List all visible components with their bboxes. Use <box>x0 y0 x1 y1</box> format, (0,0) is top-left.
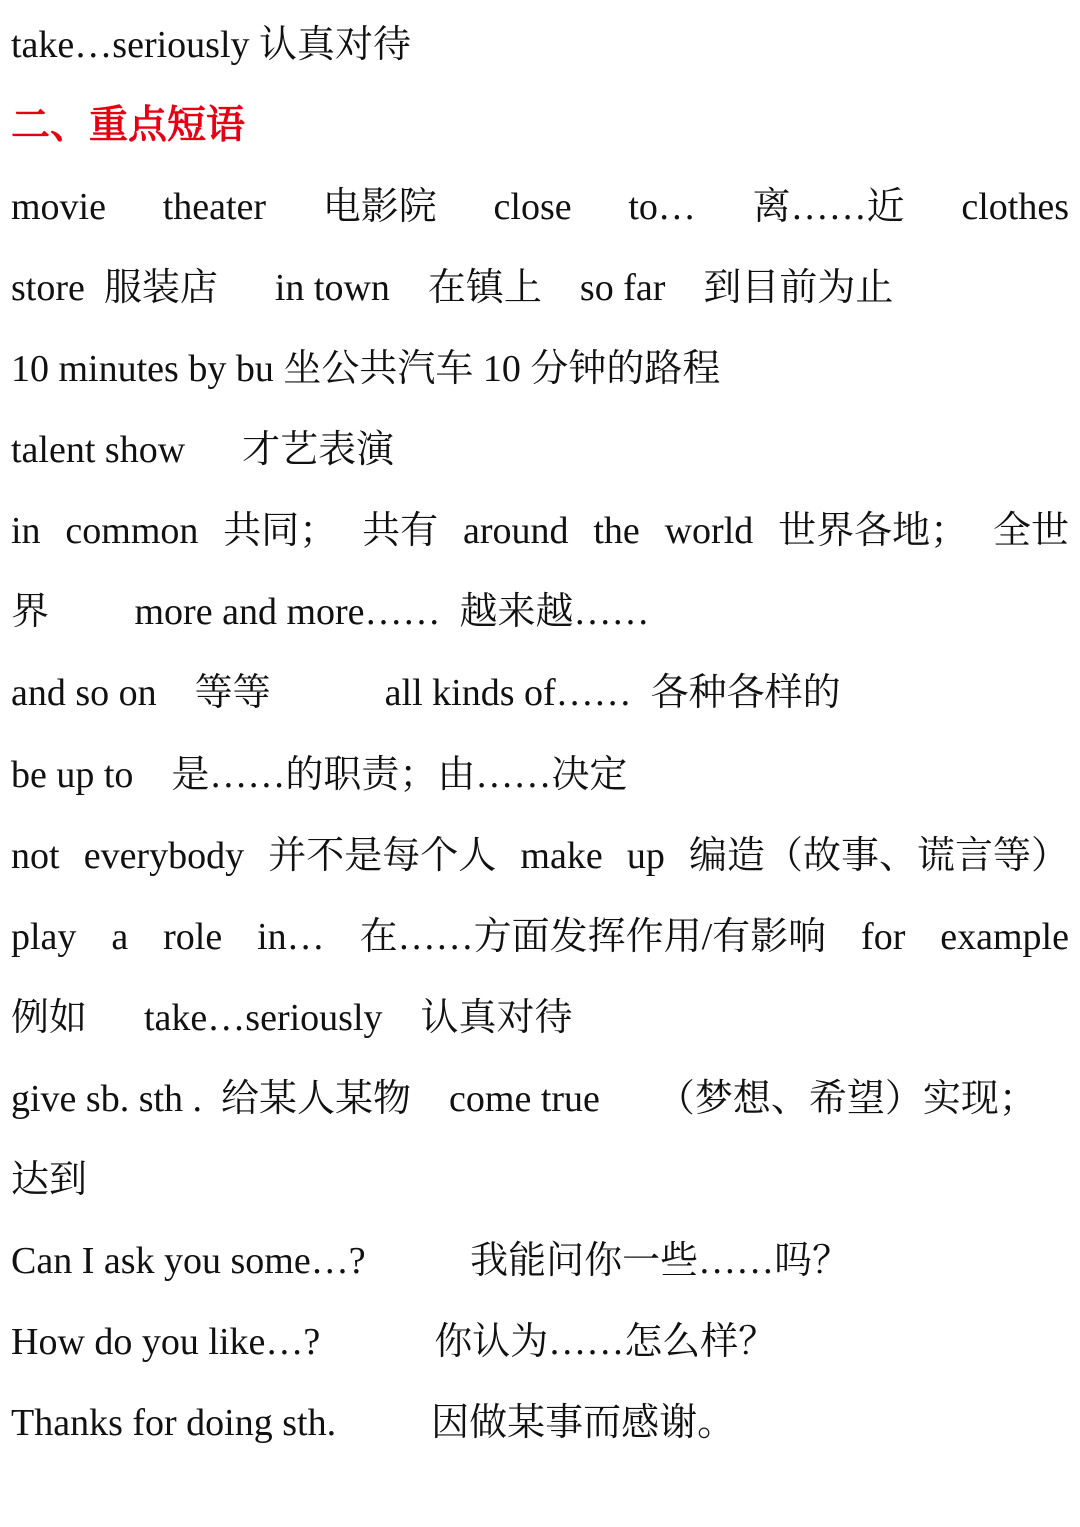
phrase-text: Can I ask you some…? 我能问你一些……吗？ <box>11 1240 851 1282</box>
phrase-meaning: 并不是每个人 <box>268 835 497 877</box>
phrase-text: 10 minutes by bu 坐公共汽车 10 分钟的路程 <box>11 348 721 390</box>
phrase-word: up <box>626 835 665 877</box>
phrase-line-2 <box>11 258 1069 318</box>
phrase-meaning: 编造（故事、谎言等） <box>688 835 1069 877</box>
phrase-word: clothes <box>961 186 1069 228</box>
phrase-line-5 <box>11 501 1069 561</box>
phrase-word: example <box>940 916 1069 958</box>
phrase-word: in… <box>257 916 325 958</box>
phrase-word: role <box>163 916 223 958</box>
phrase-take-seriously: take…seriously 认真对待 <box>11 24 412 66</box>
phrase-word: for <box>861 916 906 958</box>
phrase-word: to… <box>628 186 696 228</box>
phrase-line-15 <box>11 1312 1069 1372</box>
phrase-word: everybody <box>83 835 245 877</box>
phrase-meaning: 离……近 <box>752 186 905 228</box>
phrase-text: store 服装店 in town 在镇上 so far 到目前为止 <box>11 267 894 309</box>
phrase-meaning: 世界各地； <box>778 510 969 552</box>
phrase-line-13 <box>11 1150 1069 1210</box>
phrase-line-11 <box>11 988 1069 1048</box>
phrase-word: movie <box>11 186 106 228</box>
phrase-word: in <box>11 510 41 552</box>
phrase-word: the <box>593 510 640 552</box>
phrase-line-12 <box>11 1069 1069 1129</box>
phrase-meaning: 共同； <box>223 510 338 552</box>
phrase-word: close <box>493 186 572 228</box>
phrase-text: and so on 等等 all kinds of…… 各种各样的 <box>11 672 841 714</box>
phrase-meaning: 在……方面发挥作用/有影响 <box>359 916 827 958</box>
phrase-line-1 <box>11 177 1069 237</box>
phrase-word: common <box>65 510 199 552</box>
phrase-line-16 <box>11 1393 1069 1453</box>
phrase-word: make <box>520 835 603 877</box>
phrase-word: around <box>462 510 569 552</box>
section-title: 二、重点短语 <box>11 104 246 147</box>
phrase-text: be up to 是……的职责；由……决定 <box>11 754 628 796</box>
phrase-line-4 <box>11 420 1069 480</box>
phrase-word: theater <box>162 186 267 228</box>
phrase-line-10 <box>11 907 1069 967</box>
phrase-text: 界 more and more…… 越来越…… <box>11 591 650 633</box>
phrase-line-7 <box>11 663 1069 723</box>
intro-line <box>11 15 1069 75</box>
phrase-text: 达到 <box>11 1159 88 1201</box>
phrase-text: Thanks for doing sth. 因做某事而感谢。 <box>11 1402 736 1444</box>
phrase-line-6 <box>11 582 1069 642</box>
phrase-meaning: 全世 <box>992 510 1069 552</box>
phrase-word: world <box>664 510 754 552</box>
phrase-word: not <box>11 835 60 877</box>
phrase-line-9 <box>11 826 1069 886</box>
phrase-text: How do you like…? 你认为……怎么样？ <box>11 1321 777 1363</box>
phrase-text: talent show 才艺表演 <box>11 429 395 471</box>
phrase-word: a <box>111 916 129 958</box>
phrase-line-3 <box>11 339 1069 399</box>
phrase-meaning: 共有 <box>362 510 439 552</box>
phrase-line-8 <box>11 745 1069 805</box>
phrase-text: 例如 take…seriously 认真对待 <box>11 997 573 1039</box>
phrase-text: give sb. sth . 给某人某物 come true （梦想、希望）实现； <box>11 1078 1037 1120</box>
section-heading <box>11 96 1069 156</box>
phrase-word: play <box>11 916 77 958</box>
phrase-line-14 <box>11 1231 1069 1291</box>
phrase-meaning: 电影院 <box>322 186 437 228</box>
